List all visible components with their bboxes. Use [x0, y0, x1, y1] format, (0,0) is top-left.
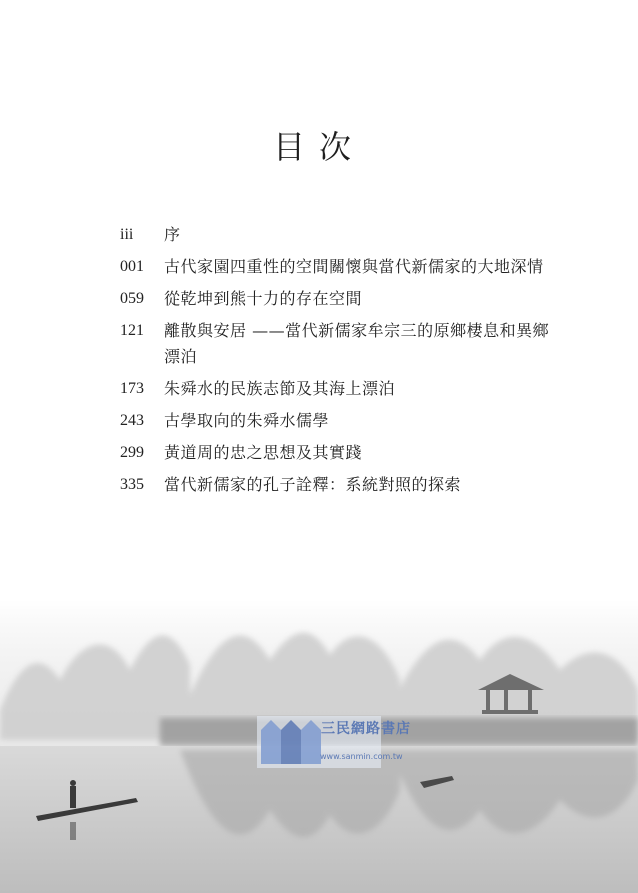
toc-title: 古學取向的朱舜水儒學 — [164, 411, 330, 430]
toc-page-number: 335 — [120, 476, 144, 493]
toc-entry[interactable] — [120, 472, 560, 498]
watermark-text: 三民網路書店 — [321, 721, 411, 737]
toc-page-number: 059 — [120, 290, 144, 307]
toc-title: 當代新儒家的孔子詮釋：系統對照的探索 — [164, 475, 462, 494]
toc-entry[interactable] — [120, 376, 560, 402]
table-of-contents — [120, 222, 560, 504]
toc-page-number: 001 — [120, 258, 144, 275]
toc-title: 黃道周的忠之思想及其實踐 — [164, 443, 363, 462]
toc-title: 離散與安居 ——當代新儒家牟宗三的原鄉棲息和異鄉漂泊 — [164, 321, 550, 366]
toc-title: 序 — [164, 225, 181, 244]
page-title: 目次 — [272, 128, 365, 166]
toc-page-number: 121 — [120, 322, 144, 339]
toc-entry[interactable] — [120, 440, 560, 466]
toc-page-number: iii — [120, 226, 134, 243]
toc-page-number: 173 — [120, 380, 144, 397]
toc-page-number: 243 — [120, 412, 144, 429]
toc-entry[interactable] — [120, 408, 560, 434]
toc-title: 古代家園四重性的空間關懷與當代新儒家的大地深情 — [164, 257, 544, 276]
toc-title: 朱舜水的民族志節及其海上漂泊 — [164, 379, 396, 398]
toc-entry[interactable] — [120, 286, 560, 312]
toc-entry[interactable] — [120, 318, 560, 370]
toc-entry[interactable] — [120, 254, 560, 280]
toc-title: 從乾坤到熊十力的存在空間 — [164, 289, 363, 308]
watermark-url: www.sanmin.com.tw — [320, 752, 403, 761]
toc-page-number: 299 — [120, 444, 144, 461]
toc-entry[interactable] — [120, 222, 560, 248]
